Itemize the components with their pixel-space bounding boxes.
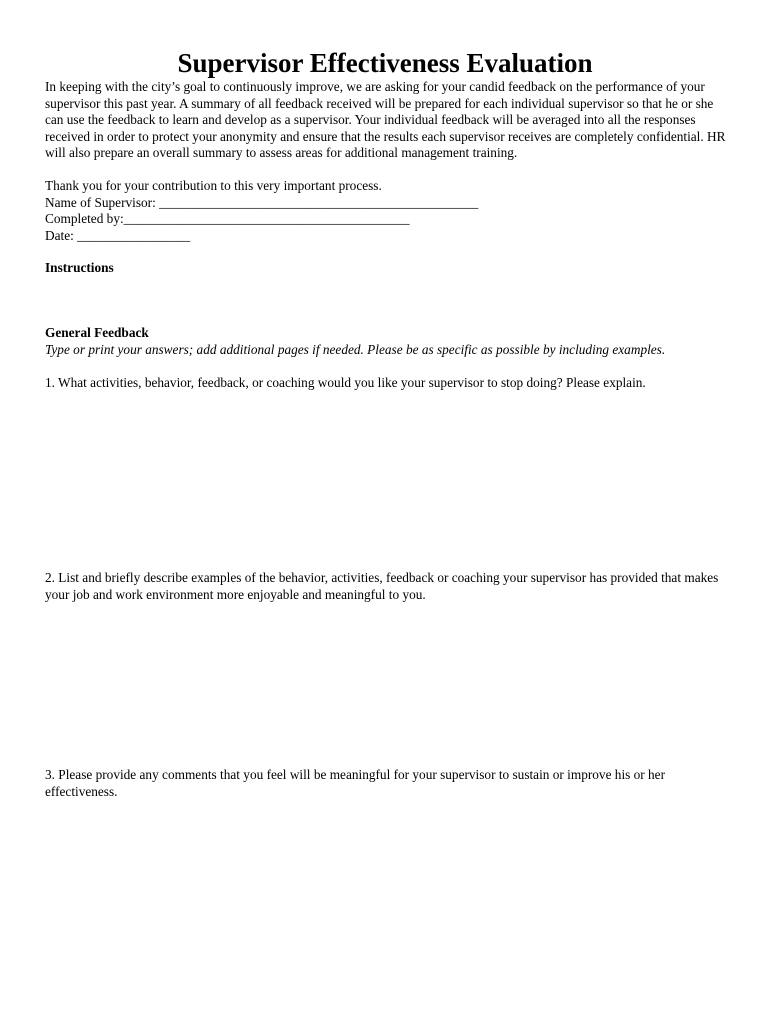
general-feedback-heading: General Feedback	[45, 325, 149, 340]
question-2: 2. List and briefly describe examples of the behavior, activities, feedback or coaching your supervisor has provided that makes your job and work environment more enjoyable and meaningful to you.	[45, 570, 719, 602]
page-title: Supervisor Effectiveness Evaluation	[177, 48, 593, 78]
completed-by-field[interactable]: Completed by:___________________________________________	[45, 211, 410, 226]
respondent-info	[45, 178, 735, 244]
general-feedback-note: Type or print your answers; add additional pages if needed. Please be as specific as possible by including examples.	[45, 341, 666, 357]
date-field[interactable]: Date: _________________	[45, 227, 191, 243]
general-feedback-section	[45, 325, 735, 358]
question-3: 3. Please provide any comments that you feel will be meaningful for your supervisor to sustain or improve his or her effectiveness.	[45, 767, 666, 799]
thanks-text: Thank you for your contribution to this very important process.	[45, 178, 382, 193]
question-1: 1. What activities, behavior, feedback, or coaching would you like your supervisor to stop doing? Please explain.	[45, 375, 646, 390]
supervisor-name-field[interactable]: Name of Supervisor: ________________________________________________	[45, 194, 479, 210]
instructions-heading: Instructions	[45, 260, 114, 275]
intro-paragraph: In keeping with the city’s goal to continuously improve, we are asking for your candid feedback on the performance of your supervisor this past year. A summary of all feedback received will be prepared for each individual supervisor so that he or she can use the feedback to learn and develop as a supervisor. Your individual feedback will be averaged into all the responses received in order to protect your anonymity and ensure that the results each supervisor receives are completely confidential. HR will also prepare an overall summary to assess areas for additional management training.	[45, 79, 726, 160]
